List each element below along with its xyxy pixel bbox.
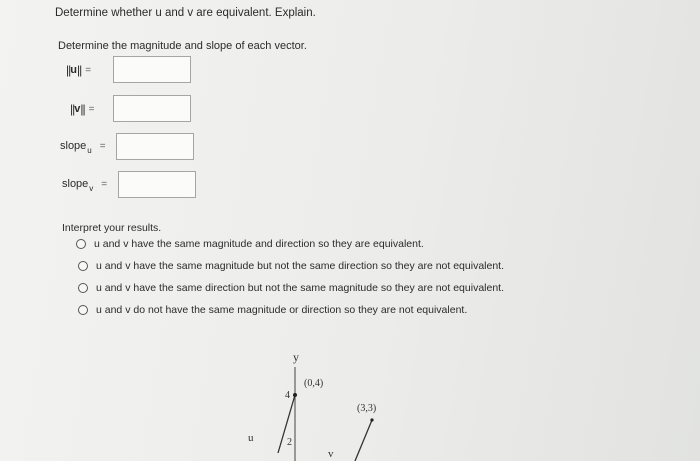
vector-u-name: u [248, 432, 254, 444]
magnitude-u-label: || u || = [66, 63, 92, 77]
question-subtitle: Determine the magnitude and slope of each vector. [58, 40, 307, 52]
slope-v-input[interactable] [118, 171, 196, 198]
vector-graph [220, 345, 420, 461]
radio-button[interactable] [78, 283, 88, 293]
tick-label-4: 4 [285, 390, 290, 401]
vector-v-name: v [328, 448, 334, 460]
magnitude-v-input[interactable] [113, 95, 191, 122]
radio-button[interactable] [78, 261, 88, 271]
option-4[interactable]: u and v do not have the same magnitude or direction so they are not equivalent. [78, 304, 467, 316]
slope-u-label: slope u = [60, 140, 106, 155]
magnitude-u-input[interactable] [113, 56, 191, 83]
slope-v-label: slope v = [62, 178, 108, 193]
vector-v [355, 420, 372, 461]
option-2[interactable]: u and v have the same magnitude but not the same direction so they are not equivalent. [78, 260, 504, 272]
magnitude-v-label: || v || = [70, 102, 95, 116]
tick-label-2: 2 [287, 437, 292, 448]
point-v [370, 418, 373, 421]
y-axis-label: y [293, 350, 299, 364]
slope-u-input[interactable] [116, 133, 194, 160]
interpret-label: Interpret your results. [62, 222, 162, 234]
point-u-label: (0,4) [304, 378, 324, 389]
question-title: Determine whether u and v are equivalent. Explain. [55, 7, 316, 19]
option-3[interactable]: u and v have the same direction but not the same magnitude so they are not equivalent. [78, 282, 504, 294]
radio-button[interactable] [78, 305, 88, 315]
option-1[interactable]: u and v have the same magnitude and direction so they are equivalent. [76, 238, 424, 250]
point-u [293, 393, 297, 397]
point-v-label: (3,3) [357, 403, 377, 414]
radio-button[interactable] [76, 239, 86, 249]
